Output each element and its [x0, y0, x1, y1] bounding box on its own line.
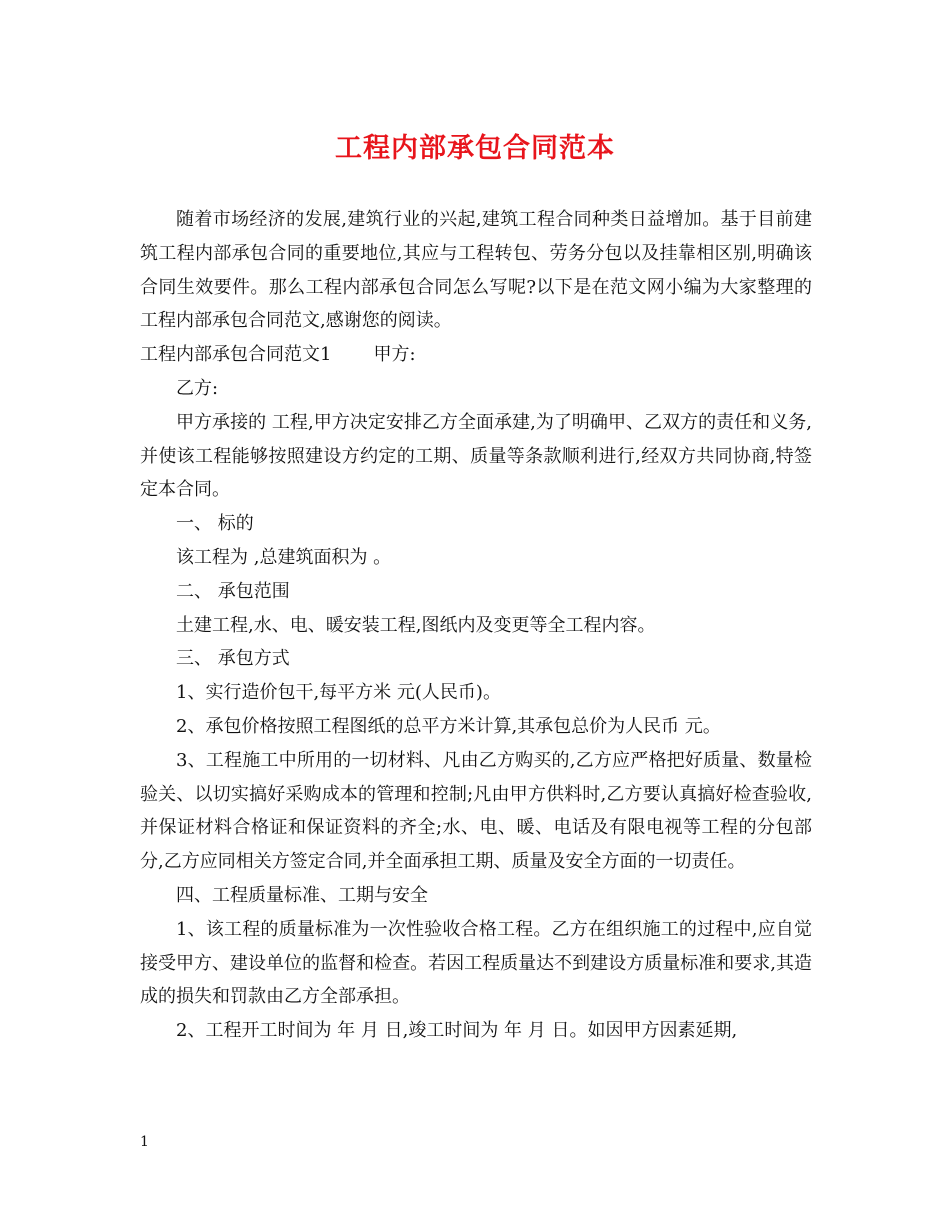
section-heading: 四、工程质量标准、工期与安全: [176, 884, 428, 906]
contract-heading: 工程内部承包合同范文1: [140, 344, 332, 366]
page-number: 1: [140, 1134, 149, 1150]
clause-paragraph: 1、该工程的质量标准为一次性验收合格工程。乙方在组织施工的过程中,应自觉接受甲方、建设单位的监督和检查。若因工程质量达不到建设方质量标准和要求,其造成的损失和罚款由乙方全部承担。: [140, 918, 812, 1008]
party-b-label: 乙方:: [176, 377, 219, 399]
clause-paragraph: 该工程为 ,总建筑面积为 。: [176, 546, 392, 568]
document-body: [140, 203, 812, 1048]
party-a-label: 甲方:: [373, 344, 416, 366]
clause-paragraph: 2、工程开工时间为 年 月 日,竣工时间为 年 月 日。如因甲方因素延期,: [176, 1020, 738, 1042]
document-title: 工程内部承包合同范本: [335, 133, 615, 164]
clause-paragraph: 1、实行造价包干,每平方米 元(人民币)。: [176, 682, 501, 704]
intro-paragraph: 随着市场经济的发展,建筑行业的兴起,建筑工程合同种类日益增加。基于目前建筑工程内部承包合同的重要地位,其应与工程转包、劳务分包以及挂靠相区别,明确该合同生效要件。那么工程内部承包合同怎么写呢?以下是在范文网小编为大家整理的工程内部承包合同范文,感谢您的阅读。: [140, 209, 812, 332]
section-heading: 一、 标的: [176, 513, 254, 535]
clause-paragraph: 3、工程施工中所用的一切材料、凡由乙方购买的,乙方应严格把好质量、数量检验关、以切实搞好采购成本的管理和控制;凡由甲方供料时,乙方要认真搞好检查验收,并保证材料合格证和保证资料的齐全;水、电、暖、电话及有限电视等工程的分包部分,乙方应同相关方签定合同,并全面承担工期、质量及安全方面的一切责任。: [140, 749, 812, 873]
section-heading: 二、 承包范围: [176, 580, 290, 602]
preamble-paragraph: 甲方承接的 工程,甲方决定安排乙方全面承建,为了明确甲、乙双方的责任和义务,并使该工程能够按照建设方约定的工期、质量等条款顺利进行,经双方共同协商,特签定本合同。: [140, 411, 812, 501]
clause-paragraph: 2、承包价格按照工程图纸的总平方米计算,其承包总价为人民币 元。: [176, 715, 721, 737]
section-heading: 三、 承包方式: [176, 648, 290, 670]
clause-paragraph: 土建工程,水、电、暖安装工程,图纸内及变更等全工程内容。: [176, 614, 656, 636]
contract-heading-line: [140, 338, 812, 372]
